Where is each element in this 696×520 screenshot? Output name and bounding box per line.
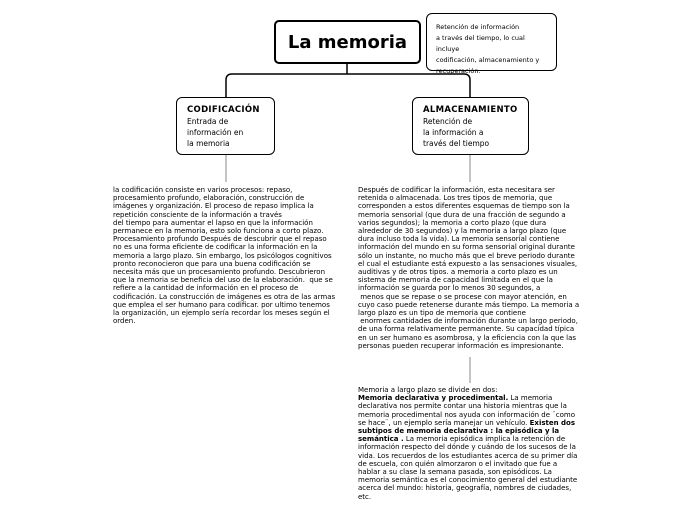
root-title: La memoria	[287, 31, 408, 53]
codificacion-sub-line: la memoria	[187, 139, 230, 148]
root-note-line: a través del tiempo, lo cual incluye	[436, 34, 525, 53]
codificacion-text[interactable]: la codificación consiste en varios procesos: repaso, procesamiento profundo, elaboración, construcción de imágenes y organización. El proceso de repaso implica la repetición consciente de la información a través del tiempo para aumentar el lapso en que la información permanece en la memoria, esto solo funciona a corto plazo. Procesamiento profundo Después de descubrir que el repaso no es una forma eficiente de codificar la información en la memoria a largo plazo. Sin embargo, los psicólogos cognitivos pronto reconocieron que para una buena codificación se necesita más que un procesamiento profundo. Descubrieron que la memoria se beneficia del uso de la elaboración. que se refiere a la cantidad de información en el proceso de codificación. La construcción de imágenes es otra de las armas que emplea el ser humano para codificar. por ultimo tenemos la organización, un ejemplo sería recordar los meses según el orden.	[113, 186, 336, 326]
connector-branch-right	[347, 74, 470, 97]
root-note-line: recuperación.	[436, 67, 481, 75]
root-note-line: codificación, almacenamiento y	[436, 56, 540, 64]
almacenamiento-sub-line: Retención de	[423, 117, 473, 126]
lp-mid: La memoria declarativa nos permite contar una historia mientras que la memoria procedimental nos ayuda con información de ¨como se hace¨, un ejemplo sería manejar un vehículo.	[358, 394, 575, 427]
codificacion-title: CODIFICACIÓN	[187, 105, 260, 115]
almacenamiento-node[interactable]	[412, 97, 529, 155]
codificacion-sub-line: información en	[187, 128, 244, 137]
root-note[interactable]	[426, 13, 557, 75]
largo-plazo-text[interactable]	[358, 386, 588, 501]
lp-bold-declarativa: Memoria declarativa y procedimental.	[358, 394, 509, 403]
almacenamiento-text[interactable]: Después de codificar la información, esta necesitara ser retenida o almacenada. Los tres tipos de memoria, que corresponden a estos diferentes esquemas de tiempo son la memoria sensorial (que dura de una fracción de segundo a varios segundos); la memoria a corto plazo (que dura alrededor de 30 segundos) y la memoria a largo plazo (que dura incluso toda la vida). La memoria sensorial contiene información del mundo en su forma sensorial original durante sólo un instante, no mucho más que el breve periodo durante el cual el estudiante está expuesto a las sensaciones visuales, auditivas y de otros tipos. a memoria a corto plazo es un sistema de memoria de capacidad limitada en el que la información se guarda por lo menos 30 segundos, a menos que se repase o se procese con mayor atención, en cuyo caso puede retenerse durante más tiempo. La memoria a largo plazo es un tipo de memoria que contiene enormes cantidades de información durante un largo periodo, de una forma relativamente permanente. Su capacidad típica en un ser humano es asombrosa, y la eficiencia con la que las personas pueden recuperar información es impresionante.	[358, 186, 580, 350]
root-node[interactable]	[274, 20, 421, 64]
root-note-line: Retención de información	[436, 23, 520, 31]
codificacion-sub-line: Entrada de	[187, 117, 229, 126]
lp-intro: Memoria a largo plazo se divide en dos:	[358, 386, 498, 394]
almacenamiento-title: ALMACENAMIENTO	[423, 105, 518, 115]
almacenamiento-sub-line: la información a	[423, 128, 484, 137]
lp-bold-subtipos: Existen dos subtipos de memoria declarativa : la episódica y la semántica .	[358, 418, 576, 444]
connector-branch-left	[226, 74, 347, 97]
lp-end: La memoria episódica implica la retención de información respecto del dónde y cuándo de los sucesos de la vida. Los recuerdos de los estudiantes acerca de su primer día de escuela, con quién almorzaron o el invitado que fue a hablar a su clase la semana pasada, son episódicos. La memoria semántica es el conocimiento general del estudiante acerca del mundo: historia, geografía, nombres de ciudades, etc.	[358, 435, 578, 501]
almacenamiento-sub-line: través del tiempo	[423, 139, 490, 148]
codificacion-node[interactable]	[176, 97, 275, 155]
